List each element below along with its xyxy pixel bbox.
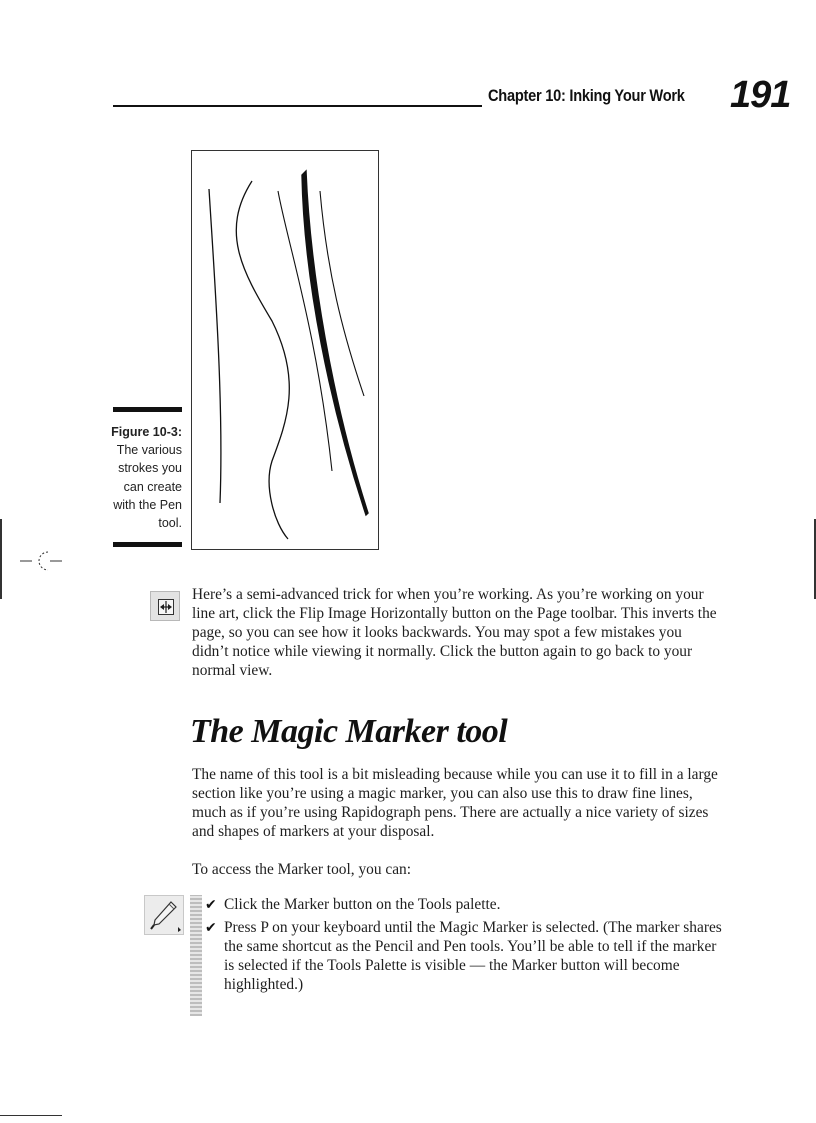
pen-strokes-illustration [192, 151, 378, 549]
pen-stroke-bold [302, 171, 368, 515]
figure-caption [105, 423, 182, 532]
figure-image [191, 150, 379, 550]
pen-stroke-thin-left [209, 189, 221, 503]
section-heading: The Magic Marker tool [190, 713, 508, 750]
registration-mark-icon [20, 546, 62, 576]
caption-top-rule [113, 407, 182, 412]
bottom-crop-mark [0, 1115, 62, 1116]
page-number: 191 [730, 74, 791, 116]
list-item-text: Press P on your keyboard until the Magic Marker is selected. (The marker shares the same shortcut as the Pencil and Pen tools. You’ll be able to tell if the marker is selected if the Tools Palette is visible — the Marker button will become highlighted.) [224, 919, 722, 993]
list-side-bar [190, 895, 202, 1016]
checkmark-icon: ✔ [205, 897, 217, 913]
list-item-text: Click the Marker button on the Tools palette. [224, 896, 501, 913]
body-paragraph-intro: To access the Marker tool, you can: [192, 861, 412, 878]
flip-horizontal-icon [150, 591, 180, 621]
figure-label: Figure 10-3: [111, 425, 182, 439]
header-rule [113, 105, 482, 107]
checkmark-icon: ✔ [205, 920, 217, 936]
marker-tool-icon [144, 895, 184, 935]
crop-mark-left [0, 519, 2, 599]
figure-caption-text: The various strokes you can create with the Pen tool. [113, 443, 182, 531]
chapter-title: Chapter 10: Inking Your Work [488, 86, 685, 105]
caption-bottom-rule [113, 542, 182, 547]
list-item [205, 895, 725, 914]
steps-list [205, 895, 725, 998]
body-paragraph: The name of this tool is a bit misleading because while you can use it to fill in a large section like you’re using a magic marker, you can also use this to draw fine lines, much as if you’re using Rapidograph pens. There are actually a nice variety of sizes and shapes of markers at your disposal. [192, 766, 718, 840]
pen-stroke-s-curve [236, 181, 289, 539]
list-item [205, 918, 725, 994]
tip-paragraph: Here’s a semi-advanced trick for when you’re working. As you’re working on your line art, click the Flip Image Horizontally button on the Page toolbar. This inverts the page, so you can see how it looks backwards. You may spot a few mistakes you didn’t notice while viewing it normally. Click the button again to go back to your normal view. [192, 586, 717, 679]
